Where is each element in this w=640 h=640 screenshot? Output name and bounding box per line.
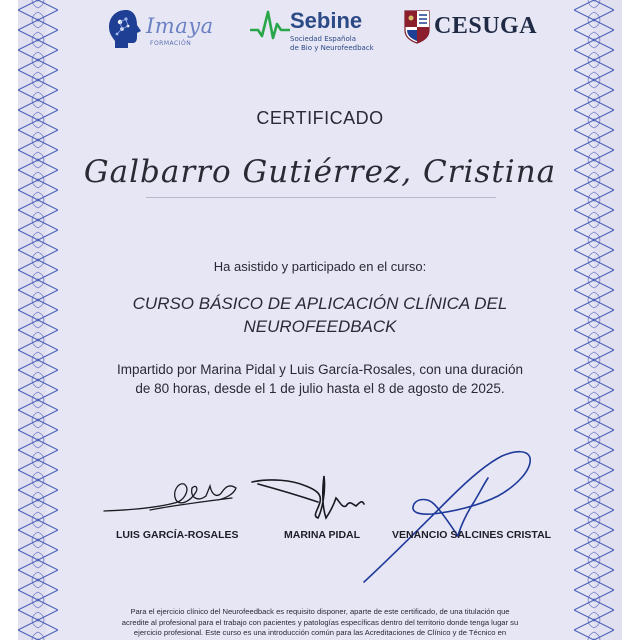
imaya-logo	[106, 8, 224, 50]
border-dot	[37, 299, 40, 302]
border-dot	[37, 219, 40, 222]
signatory-name: MARINA PIDAL	[284, 529, 361, 541]
course-description-line2: de 80 horas, desde el 1 de julio hasta el 8 de agosto de 2025.	[135, 381, 505, 396]
imaya-wordmark: Imaya	[146, 14, 214, 38]
attendance-statement: Ha asistido y participado en el curso:	[213, 259, 427, 274]
border-dot	[593, 379, 596, 382]
course-title-line1: CURSO BÁSICO DE APLICACIÓN CLÍNICA DEL	[132, 294, 508, 313]
border-dot	[37, 379, 40, 382]
signatory-name: LUIS GARCÍA-ROSALES	[116, 529, 239, 541]
border-dot	[37, 279, 40, 282]
border-dot	[37, 239, 40, 242]
logo-strip	[0, 0, 640, 60]
course-description-line1: Impartido por Marina Pidal y Luis García-Rosales, con una duración	[117, 362, 523, 377]
border-dot	[593, 319, 596, 322]
border-dot	[37, 599, 40, 602]
imaya-head-icon	[106, 8, 146, 50]
border-dot	[37, 619, 40, 622]
footer-line1: Para el ejercicio clínico del Neurofeedback es requisito disponer, aparte de este certificado, de una titulación que	[130, 607, 510, 616]
border-dot	[37, 339, 40, 342]
recipient-name: Galbarro Gutiérrez, Cristina	[83, 154, 557, 190]
border-dot	[593, 139, 596, 142]
border-dot	[593, 419, 596, 422]
border-chevron	[18, 630, 58, 640]
course-title	[120, 292, 520, 338]
border-dot	[593, 599, 596, 602]
border-dot	[593, 399, 596, 402]
border-dot	[37, 419, 40, 422]
signature-venancio-salcines-cristal	[364, 452, 530, 582]
footer-line2: acredite al profesional para el trabajo con pacientes y patologías específicas dentro del territorio donde tenga lugar su	[121, 617, 519, 627]
border-dot	[593, 359, 596, 362]
course-description	[100, 360, 540, 398]
border-dot	[37, 319, 40, 322]
sebine-subtitle	[290, 35, 380, 53]
signatory-name: VENANCIO SALCINES CRISTAL	[392, 529, 552, 541]
footer-line3: ejercicio profesional. Este curso es una introducción común para las Acreditaciones de Clínico y de Técnico en	[133, 628, 507, 637]
border-dot	[37, 99, 40, 102]
signature-luis-garcia-rosales	[104, 484, 236, 511]
sebine-wordmark: Sebine	[290, 8, 363, 33]
certificate-title: CERTIFICADO	[256, 108, 384, 128]
sebine-logo	[250, 6, 374, 56]
border-dot	[593, 99, 596, 102]
border-chevron	[574, 630, 614, 640]
border-dot	[593, 79, 596, 82]
sebine-subtitle-line1: Sociedad Española	[290, 35, 356, 43]
border-dot	[37, 359, 40, 362]
footer-disclaimer	[104, 607, 536, 639]
border-dot	[37, 199, 40, 202]
border-dot	[37, 399, 40, 402]
cesuga-logo	[404, 10, 536, 46]
cesuga-wordmark: CESUGA	[434, 13, 538, 39]
imaya-subtitle: FORMACIÓN	[150, 40, 192, 47]
signature-block	[0, 440, 640, 590]
sebine-subtitle-line2: de Bio y Neurofeedback	[290, 44, 374, 52]
border-dot	[593, 299, 596, 302]
border-dot	[37, 139, 40, 142]
border-dot	[593, 199, 596, 202]
border-dot	[593, 279, 596, 282]
sebine-pulse-icon	[250, 8, 290, 42]
border-dot	[593, 339, 596, 342]
border-dot	[593, 219, 596, 222]
signature-marina-pidal	[252, 476, 364, 518]
course-title-line2: NEUROFEEDBACK	[243, 317, 397, 336]
border-dot	[593, 239, 596, 242]
name-underline	[146, 197, 496, 198]
signatures-drawing	[0, 440, 640, 590]
border-dot	[593, 619, 596, 622]
border-dot	[37, 79, 40, 82]
cesuga-shield-icon	[404, 10, 430, 44]
